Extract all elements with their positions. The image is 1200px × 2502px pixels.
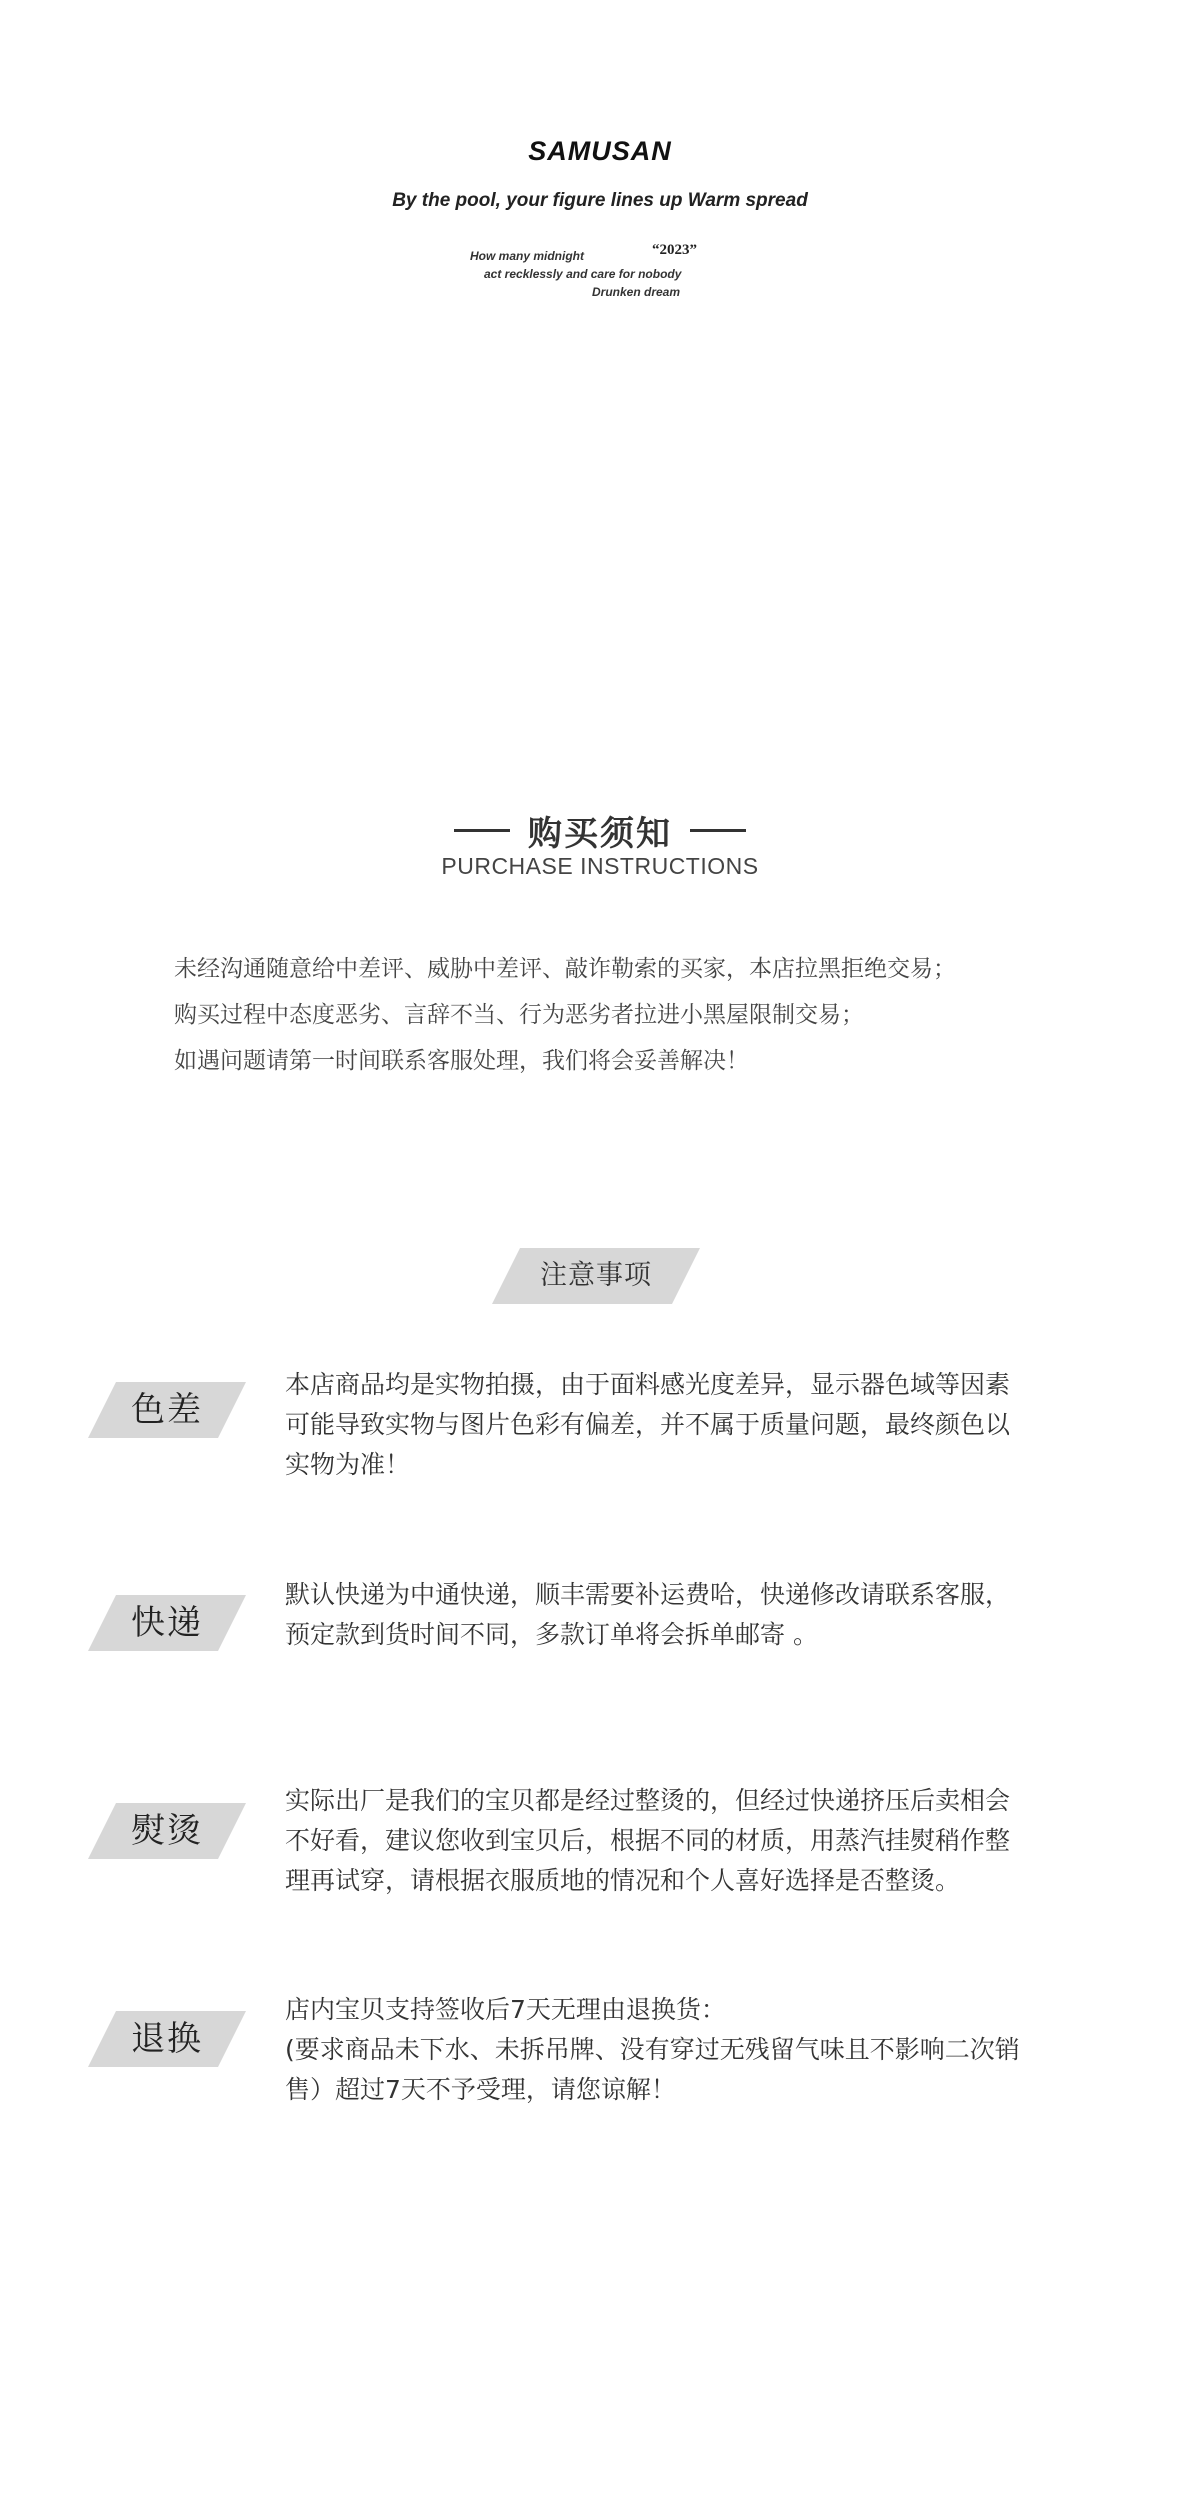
notice-line: 如遇问题请第一时间联系客服处理，我们将会妥善解决！: [174, 1048, 749, 1074]
note-returns-body: [285, 1990, 1145, 2110]
title-dash-right: [690, 829, 746, 832]
notice-line: 购买过程中态度恶劣、言辞不当、行为恶劣者拉进小黑屋限制交易；: [174, 1002, 864, 1028]
note-line: 本店商品均是实物拍摄，由于面料感光度差异，显示器色域等因素: [285, 1370, 1011, 1399]
note-line: 预定款到货时间不同，多款订单将会拆单邮寄 。: [285, 1620, 818, 1649]
note-color-diff-body: [285, 1365, 1145, 1485]
poem-line-2: act recklessly and care for nobody: [484, 267, 682, 281]
brand-title: SAMUSAN: [528, 136, 672, 166]
note-line: (要求商品未下水、未拆吊牌、没有穿过无残留气味且不影响二次销: [285, 2035, 1020, 2064]
notes-title: 注意事项: [540, 1260, 652, 1291]
note-line: 默认快递为中通快递，顺丰需要补运费哈，快递修改请联系客服，: [285, 1580, 1011, 1609]
purchase-notice: [174, 946, 1124, 1084]
poem-line-3: Drunken dream: [592, 285, 681, 299]
tag-delivery: 快递: [131, 1603, 203, 1643]
brand-tagline: By the pool, your figure lines up Warm spread: [392, 190, 808, 211]
purchase-title-row: [0, 806, 1200, 855]
title-dash-left: [454, 829, 510, 832]
note-line: 不好看，建议您收到宝贝后，根据不同的材质，用蒸汽挂熨稍作整: [285, 1826, 1011, 1855]
note-line: 店内宝贝支持签收后7天无理由退换货：: [285, 1995, 726, 2024]
tag-ironing: 熨烫: [131, 1811, 203, 1851]
tag-returns: 退换: [131, 2019, 203, 2059]
note-line: 售）超过7天不予受理，请您谅解！: [285, 2075, 676, 2104]
note-ironing-body: [285, 1781, 1145, 1901]
purchase-subtitle: PURCHASE INSTRUCTIONS: [441, 853, 759, 879]
note-delivery-body: [285, 1575, 1145, 1655]
note-line: 可能导致实物与图片色彩有偏差，并不属于质量问题，最终颜色以: [285, 1410, 1011, 1439]
poem-year: “2023”: [652, 242, 697, 258]
poem-line-1: How many midnight: [470, 249, 584, 263]
note-line: 理再试穿，请根据衣服质地的情况和个人喜好选择是否整烫。: [285, 1866, 961, 1895]
tag-color-diff: 色差: [131, 1390, 203, 1430]
purchase-title: 购买须知: [528, 814, 672, 854]
note-line: 实际出厂是我们的宝贝都是经过整烫的，但经过快递挤压后卖相会: [285, 1786, 1011, 1815]
notice-line: 未经沟通随意给中差评、威胁中差评、敲诈勒索的买家，本店拉黑拒绝交易；: [174, 956, 956, 982]
note-line: 实物为准！: [285, 1450, 411, 1479]
